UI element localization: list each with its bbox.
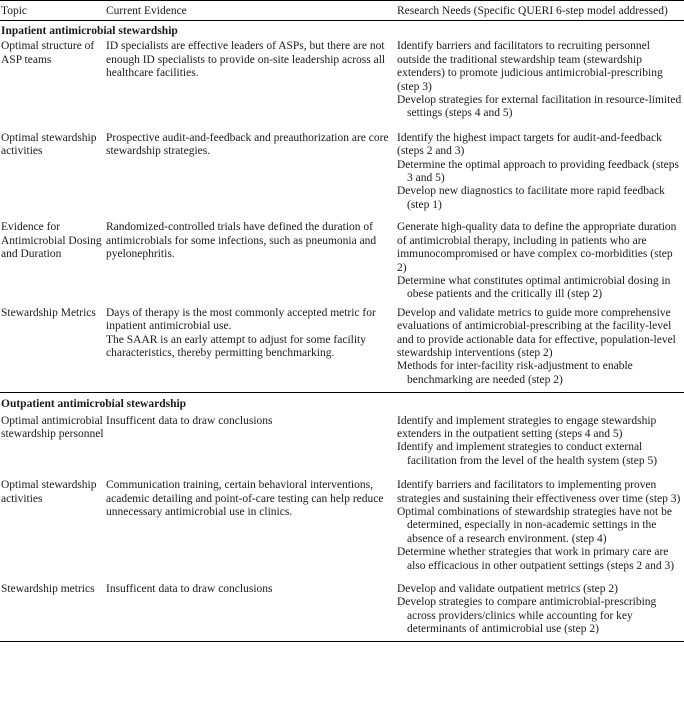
section-title: Inpatient antimicrobial stewardship <box>1 25 178 37</box>
need-item: Develop strategies for external facilitation in resource-limited settings (steps 4 and 5) <box>397 94 682 120</box>
table-row <box>0 121 684 212</box>
evidence-text: Insufficent data to draw conclusions <box>106 414 273 427</box>
need-item: Methods for inter-facility risk-adjustment to enable benchmarking are needed (step 2) <box>397 360 633 386</box>
table-row <box>0 212 684 301</box>
header-topic: Topic <box>1 5 28 17</box>
topic-cell: Stewardship Metrics <box>1 306 96 319</box>
section-title: Outpatient antimicrobial stewardship <box>1 398 187 411</box>
evidence-text: Prospective audit-and-feedback and preauthorization are core stewardship strategies. <box>106 131 389 158</box>
need-item: Identify and implement strategies to engage stewardship extenders in the outpatient setting (steps 4 and 5) <box>397 414 657 440</box>
table-body <box>0 21 684 642</box>
needs-cell <box>397 307 684 387</box>
topic-cell: Optimal structure of ASP teams <box>1 40 95 66</box>
evidence-cell <box>106 221 397 301</box>
need-item: Develop and validate outpatient metrics (step 2) <box>397 583 618 596</box>
table-row <box>0 302 684 387</box>
need-item: Develop strategies to compare antimicrobial-prescribing across providers/clinics while accounting for key determinants of antimicrobial use (step 2) <box>397 596 657 636</box>
needs-cell <box>397 221 684 301</box>
topic-cell: Evidence for Antimicrobial Dosing and Duration <box>1 221 102 261</box>
table-row <box>0 468 684 573</box>
need-item: Identify barriers and facilitators to recruiting personnel outside the traditional stewardship team (stewardship extenders) to promote judicious antimicrobial-prescribing (step 3) <box>397 40 663 93</box>
header-row <box>0 1 684 20</box>
need-item: Determine the optimal approach to providing feedback (steps 3 and 5) <box>397 158 679 185</box>
evidence-cell <box>106 132 397 212</box>
evidence-cell <box>106 307 397 387</box>
evidence-cell <box>106 583 397 637</box>
needs-cell <box>397 479 684 573</box>
evidence-text: ID specialists are effective leaders of ASPs, but there are not enough ID specialists to provide on-site leadership across all healthcare facilities. <box>106 40 386 80</box>
need-item: Generate high-quality data to define the appropriate duration of antimicrobial therapy, including in patients who are immunocompromised or have complex co-morbidities (step 2) <box>397 221 677 274</box>
need-item: Optimal combinations of stewardship strategies have not be determined, especially in non-academic settings in the absence of a research environment. (step 4) <box>397 506 672 545</box>
evidence-cell <box>106 415 397 469</box>
evidence-text: Randomized-controlled trials have defined the duration of antimicrobials for some infections, such as pneumonia and pyelonephritis. <box>106 221 377 261</box>
evidence-cell <box>106 479 397 573</box>
table-row <box>0 573 684 637</box>
needs-cell <box>397 132 684 212</box>
needs-cell <box>397 415 684 469</box>
table-row <box>0 40 684 120</box>
need-item: Identify barriers and facilitators to implementing proven strategies and sustaining their effectiveness over time (step 3) <box>397 479 681 505</box>
needs-cell <box>397 40 684 120</box>
need-item: Determine what constitutes optimal antimicrobial dosing in obese patients and the critically ill (step 2) <box>397 274 671 301</box>
need-item: Identify and implement strategies to conduct external facilitation from the level of the health system (step 5) <box>397 441 658 467</box>
table-row <box>0 415 684 469</box>
evidence-text: Days of therapy is the most commonly accepted metric for inpatient antimicrobial use. <box>106 306 376 333</box>
evidence-text: Communication training, certain behavioral interventions, academic detailing and point-of-care testing can help reduce unnecessary antimicrobial use in clinics. <box>106 479 384 518</box>
topic-cell: Optimal stewardship activities <box>1 479 97 505</box>
need-item: Develop and validate metrics to guide more comprehensive evaluations of antimicrobial-prescribing at the facility-level and to provide actionable data for effective, population-level stewardship interventions (step 2) <box>397 306 676 359</box>
need-item: Identify the highest impact targets for audit-and-feedback (steps 2 and 3) <box>397 131 662 158</box>
evidence-text: The SAAR is an early attempt to adjust for some facility characteristics, thereby permitting benchmarking. <box>106 333 366 359</box>
header-needs: Research Needs (Specific QUERI 6-step model addressed) <box>397 5 668 17</box>
need-item: Determine whether strategies that work in primary care are also efficacious in other outpatient settings (steps 2 and 3) <box>397 546 675 572</box>
needs-cell <box>397 583 684 637</box>
topic-cell: Optimal antimicrobial stewardship personnel <box>1 414 104 440</box>
topic-cell: Optimal stewardship activities <box>1 131 97 158</box>
bottom-rule <box>0 641 684 642</box>
evidence-text: Insufficent data to draw conclusions <box>106 583 273 596</box>
topic-cell: Stewardship metrics <box>1 583 95 596</box>
evidence-cell <box>106 40 397 120</box>
header-evidence: Current Evidence <box>106 5 187 17</box>
need-item: Develop new diagnostics to facilitate more rapid feedback (step 1) <box>397 185 665 211</box>
